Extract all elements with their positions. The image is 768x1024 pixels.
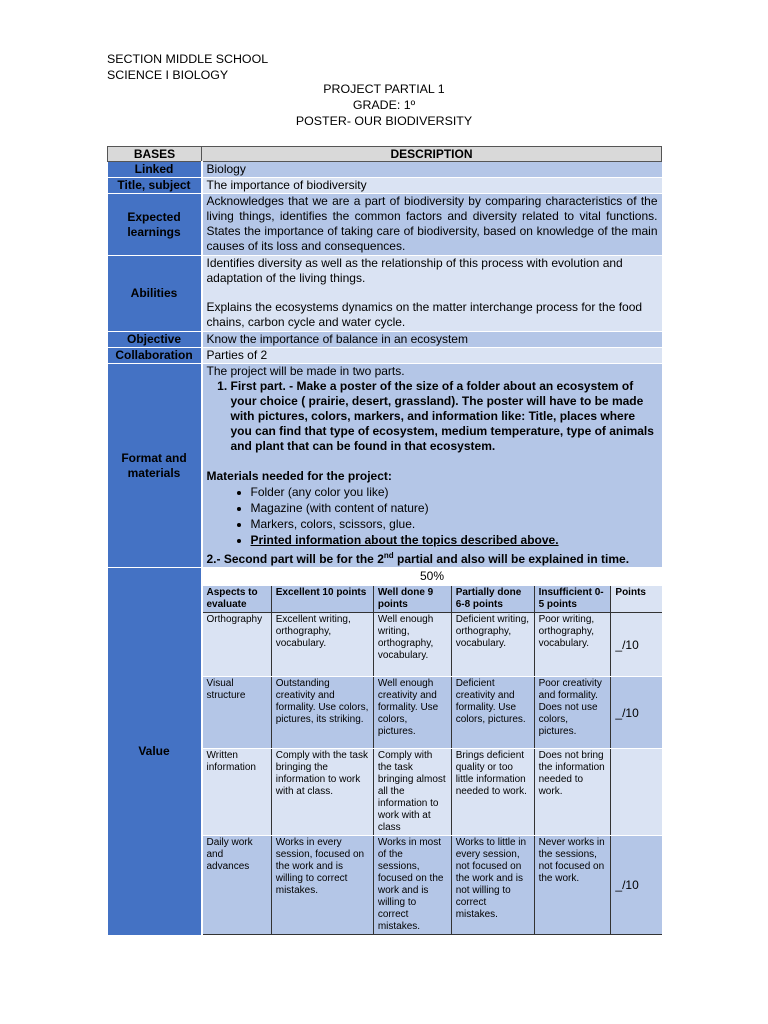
rubric-insufficient: Does not bring the information needed to work. (534, 749, 611, 836)
collaboration-value: Parties of 2 (202, 348, 662, 364)
format-materials-value (202, 364, 662, 568)
project-title: PROJECT PARTIAL 1 (323, 82, 445, 96)
value-percent: 50% (419, 569, 445, 583)
abilities-value (202, 256, 662, 332)
linked-label: Linked (108, 162, 202, 178)
rubric-aspect: Daily work and advances (203, 836, 272, 935)
rubric-well-done: Works in most of the sessions, focused on the work and is willing to correct mistakes. (373, 836, 451, 935)
rubric-excellent: Works in every session, focused on the work and is willing to correct mistakes. (271, 836, 373, 935)
rubric-partially-done: Brings deficient quality or too little information needed to work. (451, 749, 534, 836)
abilities-paragraph-1: Identifies diversity as well as the relationship of this process with evolution and adaptation of the living things. (206, 256, 623, 285)
material-item: • Markers, colors, scissors, glue. (251, 516, 658, 532)
rubric-aspect: Written information (203, 749, 272, 836)
second-part-superscript: nd (383, 551, 394, 560)
rubric-well-done: Comply with the task bringing almost all the information to work with at class (373, 749, 451, 836)
objective-value: Know the importance of balance in an ecosystem (202, 332, 662, 348)
material-item: • Folder (any color you like) (251, 484, 658, 500)
rubric-partially-done: Deficient creativity and formality. Use colors, pictures. (451, 677, 534, 749)
rubric-table (203, 586, 662, 935)
linked-value: Biology (202, 162, 662, 178)
rubric-header-insufficient: Insufficient 0-5 points (534, 586, 611, 613)
rubric-aspect: Orthography (203, 613, 272, 677)
second-part-text-end: partial and also will be explained in time. (393, 552, 630, 566)
abilities-paragraph-2: Explains the ecosystems dynamics on the matter interchange process for the food chains, carbon cycle and water cycle. (206, 300, 643, 329)
first-part-item: 1. First part. - Make a poster of the size of a folder about an ecosystem of your choice ( prairie, desert, grassland). The poster will have to be made with pictures, colors, markers, and information like: Title, places where you can find that type of ecosystem, medium temperature, type of animals and plant that can be found in that ecosystem. (231, 379, 658, 454)
rubric-well-done: Well enough writing, orthography, vocabulary. (373, 613, 451, 677)
materials-list (207, 484, 658, 548)
material-item: • Magazine (with content of nature) (251, 500, 658, 516)
material-item: • Printed information about the topics described above. (251, 532, 658, 548)
value-cell (202, 568, 662, 936)
bases-header: BASES (108, 147, 202, 162)
rubric-insufficient: Never works in the sessions, not focused on the work. (534, 836, 611, 935)
rubric-header-points: Points (611, 586, 662, 613)
rubric-insufficient: Poor creativity and formality. Does not use colors, pictures. (534, 677, 611, 749)
poster-title: POSTER- OUR BIODIVERSITY (295, 114, 473, 128)
value-label: Value (108, 568, 202, 936)
abilities-label: Abilities (108, 256, 202, 332)
expected-learnings-label: Expected learnings (108, 194, 202, 256)
title-label: Title, subject (108, 178, 202, 194)
title-value: The importance of biodiversity (202, 178, 662, 194)
objective-label: Objective (108, 332, 202, 348)
rubric-points: _/10 (611, 677, 662, 749)
second-part-text: 2.- Second part will be for the 2 (206, 552, 384, 566)
rubric-header-excellent: Excellent 10 points (271, 586, 373, 613)
rubric-header-partially-done: Partially done 6-8 points (451, 586, 534, 613)
description-header: DESCRIPTION (202, 147, 662, 162)
subject-name: SCIENCE I BIOLOGY (107, 68, 229, 82)
school-name: SECTION MIDDLE SCHOOL (107, 52, 269, 66)
rubric-partially-done: Deficient writing, orthography, vocabulary. (451, 613, 534, 677)
school-header (107, 51, 268, 83)
rubric-aspect: Visual structure (203, 677, 272, 749)
format-list (207, 379, 658, 454)
rubric-partially-done: Works to little in every session, not focused on the work and is not willing to correct mistakes. (451, 836, 534, 935)
rubric-excellent: Outstanding creativity and formality. Use colors, pictures, its striking. (271, 677, 373, 749)
format-intro: The project will be made in two parts. (206, 364, 405, 378)
expected-learnings-value: Acknowledges that we are a part of biodiversity by comparing characteristics of the living things, identifies the common factors and diversity related to vital functions. States the importance of taking care of biodiversity, based on knowledge of the main causes of its loss and consequences. (202, 194, 662, 256)
rubric-points (611, 749, 662, 836)
collaboration-label: Collaboration (108, 348, 202, 364)
rubric-header-well-done: Well done 9 points (373, 586, 451, 613)
rubric-excellent: Comply with the task bringing the information to work with at class. (271, 749, 373, 836)
rubric-well-done: Well enough creativity and formality. Use colors, pictures. (373, 677, 451, 749)
rubric-points: _/10 (611, 613, 662, 677)
format-materials-label: Format and materials (108, 364, 202, 568)
rubric-points: _/10 (611, 836, 662, 935)
grade-title: GRADE: 1º (352, 98, 416, 112)
rubric-insufficient: Poor writing, orthography, vocabulary. (534, 613, 611, 677)
rubric-header-aspects: Aspects to evaluate (203, 586, 272, 613)
rubric-excellent: Excellent writing, orthography, vocabulary. (271, 613, 373, 677)
materials-title: Materials needed for the project: (206, 469, 392, 483)
project-table (107, 146, 662, 935)
second-part-item (207, 548, 658, 567)
